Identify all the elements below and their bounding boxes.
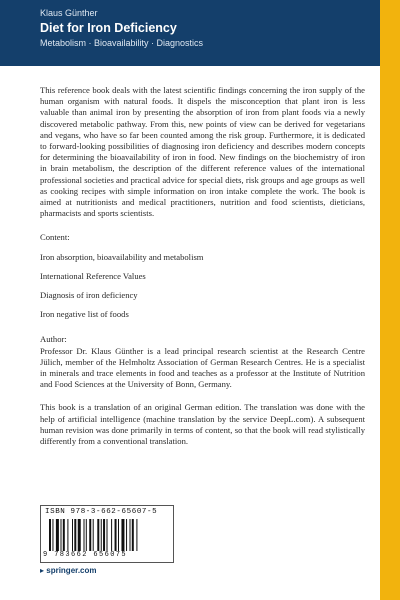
cover-header — [0, 0, 380, 66]
contents-item: Iron absorption, bioavailability and metabolism — [40, 251, 204, 262]
arrow-icon: ▸ — [40, 566, 45, 575]
author-name: Klaus Günther — [40, 8, 98, 18]
translation-note: This book is a translation of an original German edition. The translation was done with the help of artificial intelligence (machine translation by the service DeepL.com). A subsequent human revision was done primarily in terms of content, so that the book will read stylistically differently from a conventional translation. — [40, 402, 365, 447]
book-subtitle: Metabolism · Bioavailability · Diagnostics — [40, 38, 204, 48]
author-heading: Author: — [40, 334, 67, 345]
barcode-bars — [49, 519, 165, 551]
publisher-link[interactable] — [40, 566, 97, 575]
author-bio: Professor Dr. Klaus Günther is a lead principal research scientist at the Research Centre Jülich, member of the Helmholtz Association of German Research Centres. He is a specialist in minerals and trace elements in food and teaches as a professor at the Institute of Nutrition and Food Sciences at the University of Bonn, Germany. — [40, 345, 365, 390]
contents-heading: Content: — [40, 232, 70, 243]
back-cover-text — [40, 85, 365, 447]
contents-item: International Reference Values — [40, 270, 146, 281]
accent-stripe — [380, 0, 400, 600]
book-title: Diet for Iron Deficiency — [40, 21, 177, 35]
barcode-digits: 9 783662 656075 — [43, 551, 128, 559]
contents-item: Diagnosis of iron deficiency — [40, 290, 138, 301]
blurb-paragraph: This reference book deals with the latest scientific findings concerning the iron supply of the human organism with natural foods. It dispels the misconception that plant iron is less valuable than animal iron by presenting the absorption of iron from plant foods via a newly discovered metabolic pathway. From this, new points of view can be derived for vegetarians and vegans, who have so far been counted among the risk group. Furthermore, it is dedicated to forward-looking possibilities of diagnosing iron deficiency and describes modern concepts for determining the bioavailability of iron in food. New findings on the biochemistry of iron in brain metabolism, the description of the different reference values of the international professional societies and practical advice for special diets, risk groups and age groups as well as cooking recipes with simple information on iron intake complete the work. The book is aimed at nutritionists and medical practitioners, nutrition and food scientists, dieticians, pharmacists and sports scientists. — [40, 85, 365, 219]
isbn-barcode — [40, 505, 174, 563]
contents-item: Iron negative list of foods — [40, 309, 129, 320]
publisher-site: springer.com — [46, 566, 97, 575]
isbn-label: ISBN 978-3-662-65607-5 — [45, 508, 158, 516]
